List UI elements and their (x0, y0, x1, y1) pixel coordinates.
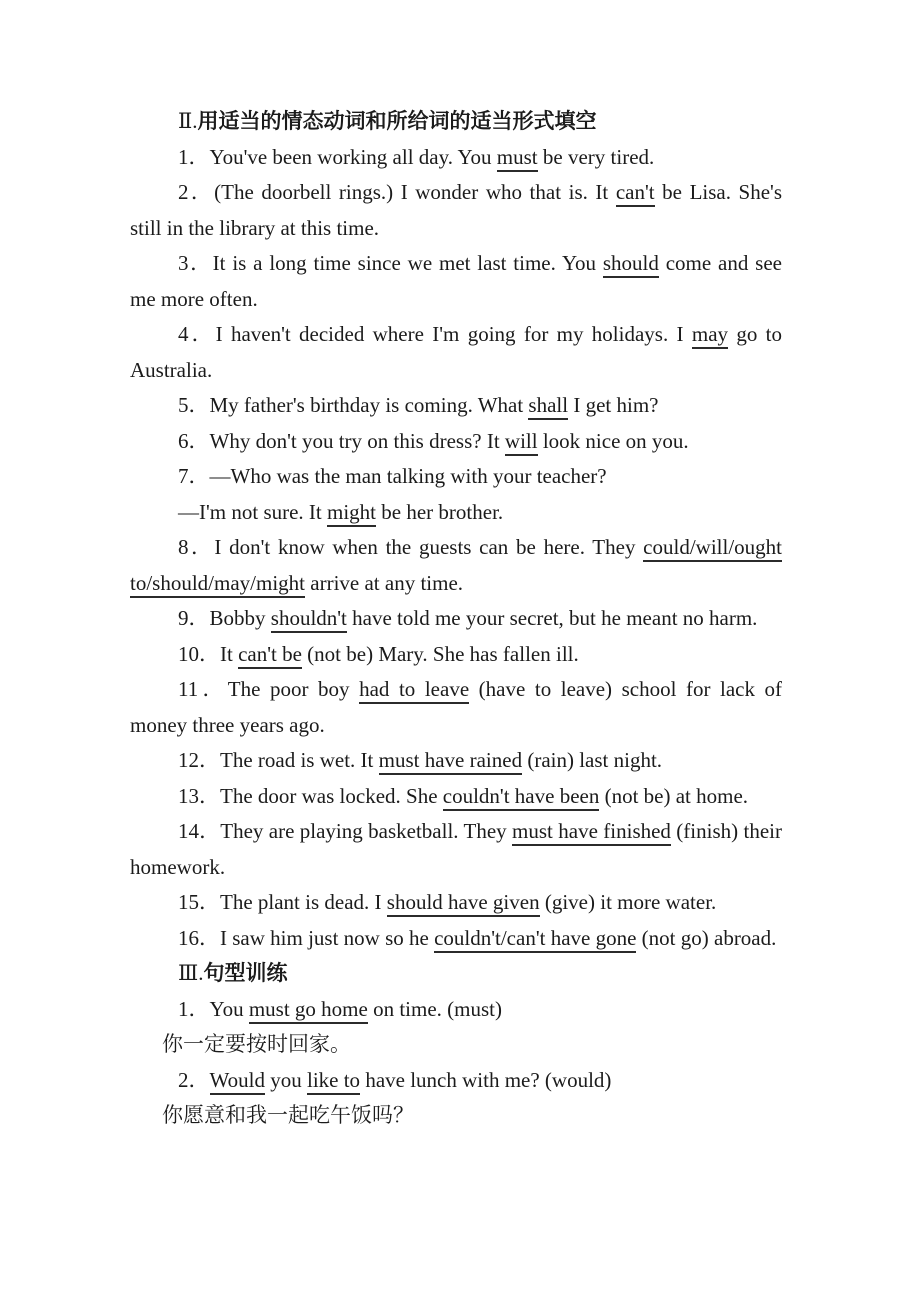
text-run: 5．My father's birthday is coming. What (178, 393, 529, 417)
text-run: 2． (178, 1067, 210, 1092)
s2-item-8 (130, 530, 782, 601)
text-run: 你愿意和我一起吃午饭吗？ (162, 1103, 414, 1127)
underlined-answer: shall (528, 393, 568, 420)
s3-item-1 (130, 992, 782, 1028)
text-run: 15．The plant is dead. I (178, 890, 387, 914)
text-run: (have to leave) school for lack of money three years ago. (130, 677, 782, 737)
text-run: 11．The poor boy (178, 677, 360, 701)
section2-heading (130, 104, 782, 140)
text-run: (not go) abroad. (636, 925, 777, 950)
underlined-answer: couldn't have been (443, 784, 600, 811)
text-run: —I'm not sure. It (178, 499, 328, 524)
text-run: you (264, 1067, 307, 1092)
s2-item-14 (130, 814, 782, 885)
underlined-answer: like to (307, 1068, 360, 1095)
text-run: be her brother. (376, 499, 504, 524)
text-run: 你一定要按时回家。 (162, 1032, 351, 1056)
underlined-answer: should (603, 251, 659, 278)
underlined-answer: could/will/ought to/should/may/might (130, 535, 782, 598)
underlined-answer: must go home (249, 997, 368, 1024)
heading-numeral: Ⅱ. (178, 109, 198, 133)
text-run: 3．It is a long time since we met last time. You (178, 251, 603, 275)
text-run: (not be) at home. (599, 783, 749, 808)
s3-item-2 (130, 1063, 782, 1099)
text-run: (give) it more water. (539, 890, 717, 914)
text-run: look nice on you. (537, 428, 689, 453)
s2-item-3 (130, 246, 782, 317)
underlined-answer: couldn't/can't have gone (434, 926, 636, 953)
text-run: (finish) their homework. (130, 819, 782, 879)
text-run: be Lisa. She's still in the library at this time. (130, 180, 782, 240)
text-run: have told me your secret, but he meant no harm. (346, 606, 758, 630)
underlined-answer: may (692, 322, 728, 349)
s2-item-10 (130, 637, 782, 673)
text-run: 2．(The doorbell rings.) I wonder who that is. It (178, 180, 616, 204)
underlined-answer: can't (616, 180, 655, 207)
heading-title: 用适当的情态动词和所给词的适当形式填空 (197, 110, 597, 133)
text-run: have lunch with me? (would) (360, 1067, 612, 1092)
text-run: (rain) last night. (522, 748, 663, 772)
underlined-answer: will (505, 429, 538, 456)
text-run: 10．It (178, 641, 239, 666)
text-run: go to Australia. (130, 322, 782, 382)
s2-item-7 (130, 459, 782, 495)
s2-item-4 (130, 317, 782, 388)
underlined-answer: might (327, 500, 376, 527)
document-body (130, 104, 782, 1134)
heading-title: 句型训练 (203, 962, 288, 985)
s2-item-16 (130, 921, 782, 957)
text-run: on time. (must) (367, 996, 502, 1021)
s2-item-15 (130, 885, 782, 921)
underlined-answer: had to leave (359, 677, 469, 704)
text-run: 6．Why don't you try on this dress? It (178, 428, 505, 453)
underlined-answer: should have given (387, 890, 540, 917)
text-run: 13．The door was locked. She (178, 783, 443, 808)
underlined-answer: must have rained (379, 748, 522, 775)
s3-item-2-translation (130, 1098, 782, 1134)
section3-heading (130, 956, 782, 992)
text-run: 4．I haven't decided where I'm going for my holidays. I (178, 322, 692, 346)
s2-item-12 (130, 743, 782, 779)
s2-item-1 (130, 140, 782, 176)
s2-item-5 (130, 388, 782, 424)
text-run: 8．I don't know when the guests can be here. They (178, 535, 644, 559)
underlined-answer: shouldn't (271, 606, 347, 633)
text-run: I get him? (568, 393, 659, 417)
text-run: be very tired. (537, 144, 655, 169)
s3-item-1-translation (130, 1027, 782, 1063)
underlined-answer: must (497, 145, 538, 172)
underlined-answer: Would (210, 1068, 265, 1095)
underlined-answer: can't be (238, 642, 302, 669)
text-run: 16．I saw him just now so he (178, 925, 435, 950)
text-run: (not be) Mary. She has fallen ill. (301, 641, 579, 666)
text-run: arrive at any time. (305, 570, 464, 595)
text-run: 12．The road is wet. It (178, 748, 379, 772)
heading-numeral: Ⅲ. (178, 961, 204, 985)
text-run: come and see me more often. (130, 251, 782, 311)
text-run: 14．They are playing basketball. They (178, 819, 513, 843)
s2-item-11 (130, 672, 782, 743)
s2-item-6 (130, 424, 782, 460)
s2-item-9 (130, 601, 782, 637)
underlined-answer: must have finished (512, 819, 671, 846)
text-run: 7．—Who was the man talking with your teacher? (178, 464, 607, 488)
s2-item-7-reply (130, 495, 782, 531)
s2-item-2 (130, 175, 782, 246)
s2-item-13 (130, 779, 782, 815)
text-run: 9．Bobby (178, 606, 271, 630)
text-run: 1．You (178, 996, 249, 1021)
text-run: 1．You've been working all day. You (178, 144, 497, 169)
